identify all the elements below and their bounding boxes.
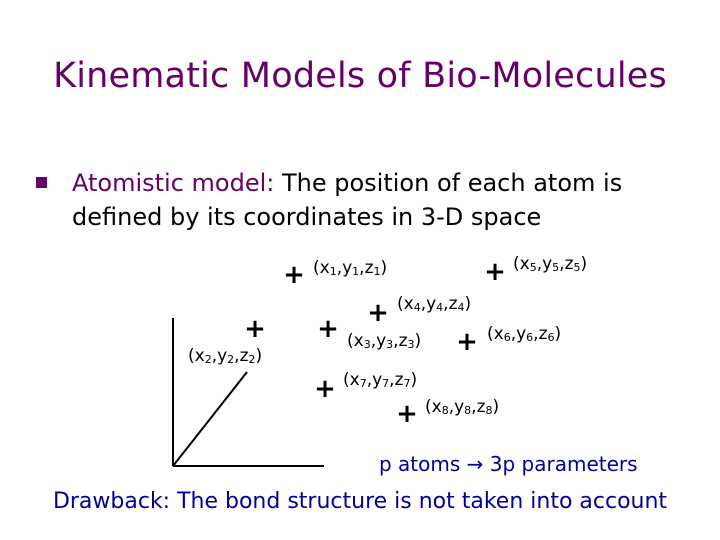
atom-3-coord: $(x_3,y_3,z_3)$ [347,331,422,351]
atom-2-coord: $(x_2,y_2,z_2)$ [188,346,263,366]
atom-8-coord: $(x_8,y_8,z_8)$ [425,397,500,417]
page-title: Kinematic Models of Bio-Molecules [53,56,667,96]
drawback-note: Drawback: The bond structure is not taken into account [52,489,668,514]
right-arrow-icon: → [466,452,484,476]
z-axis-line [173,372,247,466]
bullet-term: Atomistic model: [72,169,275,197]
atom-plus-icon: + [367,298,389,328]
atoms-to-parameters-note [379,452,638,476]
atom-1-coord: $(x_1,y_1,z_1)$ [313,258,388,278]
atom-plus-icon: + [396,399,418,429]
atom-plus-icon: + [283,260,305,290]
atom-5-coord: $(x_5,y_5,z_5)$ [513,254,588,274]
atom-plus-icon: + [456,327,478,357]
atom-plus-icon: + [244,314,266,344]
summary-parameters: 3p parameters [489,452,638,476]
atom-6-coord: $(x_6,y_6,z_6)$ [487,324,562,344]
summary-atoms: p atoms [379,452,461,476]
atom-4-coord: $(x_4,y_4,z_4)$ [397,294,472,314]
atom-plus-icon: + [317,314,339,344]
atom-plus-icon: + [314,374,336,404]
atom-plus-icon: + [484,257,506,287]
bullet-description: The position of each atom is defined by its coordinates in 3-D space [72,169,623,231]
atom-7-coord: $(x_7,y_7,z_7)$ [343,370,418,390]
